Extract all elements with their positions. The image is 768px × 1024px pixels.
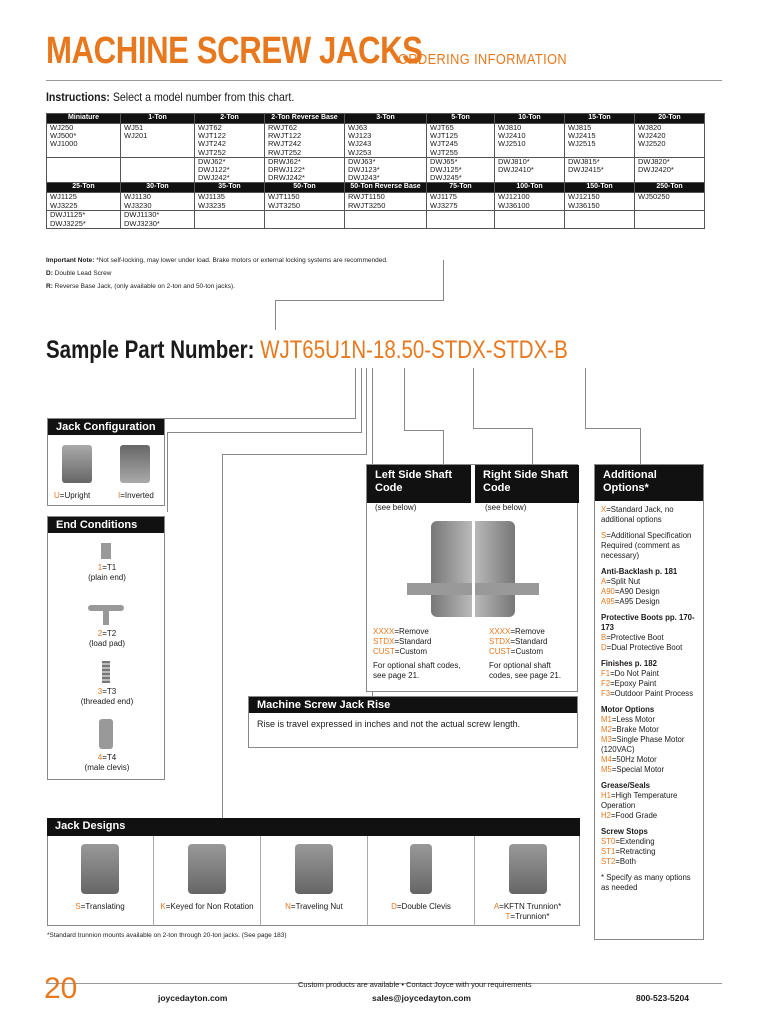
design-keyed: K=Keyed for Non Rotation (154, 836, 261, 926)
end-conditions-panel (47, 516, 165, 780)
table-header-cell: 1-Ton (121, 114, 195, 124)
instructions (46, 90, 294, 104)
inverted-option: I=Inverted (118, 491, 154, 500)
connector-line (404, 430, 444, 431)
table-row (47, 124, 705, 158)
table-row (47, 114, 705, 124)
model-table (46, 113, 705, 229)
page-number: 20 (44, 972, 78, 1005)
motor-heading: Motor Options (601, 705, 655, 714)
table-cell: DWJ63* DWJ123* DWJ243* (345, 157, 427, 183)
table-cell: RWJT1150 RWJT3250 (345, 193, 427, 211)
table-header-cell: 75-Ton (427, 183, 495, 193)
options-footnote: * Specify as many options as needed (601, 873, 691, 892)
table-cell (195, 211, 265, 229)
d-note-label: D: (46, 270, 53, 277)
important-note-text: *Not self-locking, may lower under load. Brake motors or external locking systems are recommended. (96, 257, 388, 264)
additional-options-panel (594, 464, 704, 940)
table-header-cell: Miniature (47, 114, 121, 124)
grease-heading: Grease/Seals (601, 781, 650, 790)
load-pad-stem-icon (103, 611, 109, 625)
title-divider (46, 80, 722, 81)
rise-panel (248, 696, 578, 748)
option-st0: ST0=Extending (601, 837, 655, 846)
connector-line (366, 368, 367, 454)
translating-jack-icon (81, 844, 119, 894)
connector-line (361, 368, 362, 432)
end-condition-t1: 1=T1 (plain end) (88, 563, 126, 582)
double-clevis-jack-icon (410, 844, 432, 894)
connector-line (404, 368, 405, 430)
traveling-nut-jack-icon (295, 844, 333, 894)
page-subtitle: ORDERING INFORMATION (398, 51, 568, 68)
upright-option: U=Upright (54, 491, 91, 500)
table-header-cell: 30-Ton (121, 183, 195, 193)
additional-options-title: Additional Options* (595, 465, 703, 501)
option-m1: M1=Less Motor (601, 715, 655, 724)
connector-line (585, 428, 640, 429)
sample-label: Sample Part Number: (46, 336, 255, 364)
table-cell: WJ250 WJ500* WJ1000 (47, 124, 121, 158)
connector-line (473, 428, 533, 429)
table-cell: DWJ810* DWJ2410* (495, 157, 565, 183)
table-cell: WJ12100 WJ36100 (495, 193, 565, 211)
rise-text: Rise is travel expressed in inches and not the actual screw length. (257, 719, 521, 729)
left-shaft-see-below: (see below) (375, 503, 417, 512)
table-row (47, 211, 705, 229)
shaft-panel-divider (472, 505, 475, 685)
option-m5: M5=Special Motor (601, 765, 665, 774)
table-cell: WJT1150 WJT3250 (265, 193, 345, 211)
jack-designs-footnote: *Standard trunnion mounts available on 2-ton through 20-ton jacks. (See page 183) (47, 932, 287, 939)
option-h2: H2=Food Grade (601, 811, 658, 820)
table-cell: WJ63 WJ123 WJ243 WJ253 (345, 124, 427, 158)
anti-backlash-heading: Anti-Backlash p. 181 (601, 567, 678, 576)
table-cell (121, 157, 195, 183)
table-cell: WJ51 WJ201 (121, 124, 195, 158)
instructions-text: Select a model number from this chart. (112, 90, 295, 104)
right-shaft-title: Right Side Shaft Code (475, 465, 579, 503)
table-cell: WJ820 WJ2420 WJ2520 (635, 124, 705, 158)
table-header-cell: 150-Ton (565, 183, 635, 193)
table-cell (265, 211, 345, 229)
r-note-label: R: (46, 283, 53, 290)
table-header-cell: 25-Ton (47, 183, 121, 193)
table-cell: DWJ820* DWJ2420* (635, 157, 705, 183)
page-title: MACHINE SCREW JACKS (46, 30, 423, 72)
connector-line (473, 368, 474, 428)
connector-line (532, 428, 533, 464)
table-cell: DRWJ62* DRWJ122* DRWJ242* (265, 157, 345, 183)
option-f3: F3=Outdoor Paint Process (601, 689, 694, 698)
connector-line (640, 428, 641, 464)
connector-line (167, 432, 362, 433)
table-cell: DWJ62* DWJ122* DWJ242* (195, 157, 265, 183)
table-header-cell: 2-Ton Reverse Base (265, 114, 345, 124)
sample-part-number (46, 336, 568, 365)
table-row (47, 183, 705, 193)
d-note-text: Double Lead Screw (54, 270, 112, 277)
table-header-cell: 20-Ton (635, 114, 705, 124)
table-cell: WJ50250 (635, 193, 705, 211)
table-cell: WJ810 WJ2410 WJ2510 (495, 124, 565, 158)
table-header-cell: 2-Ton (195, 114, 265, 124)
left-shaft-title: Left Side Shaft Code (367, 465, 471, 503)
table-header-cell: 100-Ton (495, 183, 565, 193)
table-cell: RWJT62 RWJT122 RWJT242 RWJT252 (265, 124, 345, 158)
table-cell: WJT65 WJT125 WJT245 WJT255 (427, 124, 495, 158)
important-note-label: Important Note: (46, 257, 95, 264)
connector-line (443, 430, 444, 464)
plain-end-icon (101, 543, 111, 559)
table-cell (47, 157, 121, 183)
inverted-jack-icon (120, 445, 150, 483)
r-note-text: Reverse Base Jack, (only available on 2-ton and 50-ton jacks). (54, 283, 235, 290)
table-cell (495, 211, 565, 229)
jack-configuration-panel (47, 418, 165, 506)
table-header-cell: 3-Ton (345, 114, 427, 124)
option-st2: ST2=Both (601, 857, 636, 866)
option-b: B=Protective Boot (601, 633, 664, 642)
connector-line (222, 454, 223, 818)
end-condition-t4: 4=T4 (male clevis) (84, 753, 130, 772)
design-translating: S=Translating (47, 836, 154, 926)
option-a95: A95=A95 Design (601, 597, 660, 606)
upright-jack-icon (62, 445, 92, 483)
table-cell (565, 211, 635, 229)
footer-custom-text: Custom products are available • Contact Joyce with your requirements (298, 980, 532, 989)
connector-line (443, 260, 444, 300)
table-row (47, 157, 705, 183)
threaded-end-icon (102, 661, 110, 683)
connector-line (167, 432, 168, 512)
option-h1: H1=High Temperature Operation (601, 791, 678, 810)
stops-heading: Screw Stops (601, 827, 648, 836)
table-header-cell: 10-Ton (495, 114, 565, 124)
table-header-cell: 35-Ton (195, 183, 265, 193)
shaft-code-panel (366, 464, 578, 692)
option-m4: M4=50Hz Motor (601, 755, 657, 764)
option-a: A=Split Nut (601, 577, 641, 586)
right-shaft-codes: XXXX=Remove STDX=Standard CUST=Custom For optional shaft codes, see page 21. (489, 627, 575, 681)
table-cell: WJ1175 WJ3275 (427, 193, 495, 211)
jack-configuration-title: Jack Configuration (48, 419, 164, 435)
option-m3: M3=Single Phase Motor (120VAC) (601, 735, 685, 754)
left-shaft-note: For optional shaft codes, see page 21. (373, 661, 461, 680)
table-cell (427, 211, 495, 229)
connector-line (275, 300, 444, 301)
design-trunnion: A=KFTN Trunnion* T=Trunnion* (475, 836, 580, 926)
male-clevis-icon (99, 719, 113, 749)
table-cell: DWJ815* DWJ2415* (565, 157, 635, 183)
end-conditions-title: End Conditions (48, 517, 164, 533)
table-cell (635, 211, 705, 229)
left-shaft-codes: XXXX=Remove STDX=Standard CUST=Custom For optional shaft codes, see page 21. (373, 627, 469, 681)
footer-website[interactable]: joycedayton.com (158, 993, 228, 1003)
connector-line (275, 300, 276, 330)
table-header-cell: 15-Ton (565, 114, 635, 124)
option-f2: F2=Epoxy Paint (601, 679, 657, 688)
table-cell: WJ12150 WJ36150 (565, 193, 635, 211)
table-cell: WJ815 WJ2415 WJ2515 (565, 124, 635, 158)
table-cell: WJT62 WJT122 WJT242 WJT252 (195, 124, 265, 158)
end-condition-t3: 3=T3 (threaded end) (80, 687, 134, 706)
rise-title: Machine Screw Jack Rise (249, 697, 577, 713)
option-d: D=Dual Protective Boot (601, 643, 683, 652)
trunnion-jack-icon (509, 844, 547, 894)
option-x: X=Standard Jack, no additional options (601, 505, 674, 524)
table-cell (345, 211, 427, 229)
table-cell: DWJ1125* DWJ3225* (47, 211, 121, 229)
option-f1: F1=Do Not Paint (601, 669, 659, 678)
table-cell: DWJ1130* DWJ3230* (121, 211, 195, 229)
instructions-label: Instructions: (46, 90, 110, 104)
right-shaft-see-below: (see below) (485, 503, 527, 512)
table-header-cell: 50-Ton (265, 183, 345, 193)
jack-designs-title: Jack Designs (47, 818, 580, 836)
table-notes (46, 254, 388, 293)
option-a90: A90=A90 Design (601, 587, 660, 596)
connector-line (585, 368, 586, 428)
table-cell: WJ1135 WJ3235 (195, 193, 265, 211)
connector-line (165, 418, 356, 419)
design-double-clevis: D=Double Clevis (368, 836, 475, 926)
connector-line (355, 368, 356, 418)
table-header-cell: 5-Ton (427, 114, 495, 124)
end-condition-t2: 2=T2 (load pad) (88, 629, 126, 648)
boots-heading: Protective Boots pp. 170-173 (601, 613, 695, 632)
connector-line (222, 454, 367, 455)
table-cell: WJ1130 WJ3230 (121, 193, 195, 211)
keyed-jack-icon (188, 844, 226, 894)
option-s: S=Additional Specification Required (comment as necessary) (601, 531, 692, 560)
table-cell: WJ1125 WJ3225 (47, 193, 121, 211)
table-header-cell: 250-Ton (635, 183, 705, 193)
option-m2: M2=Brake Motor (601, 725, 659, 734)
option-st1: ST1=Retracting (601, 847, 656, 856)
design-traveling-nut: N=Traveling Nut (261, 836, 368, 926)
table-row (47, 193, 705, 211)
footer-email[interactable]: sales@joycedayton.com (372, 993, 471, 1003)
footer-phone: 800-523-5204 (636, 993, 689, 1003)
finishes-heading: Finishes p. 182 (601, 659, 657, 668)
part-number: WJT65U1N-18.50-STDX-STDX-B (260, 336, 568, 364)
right-shaft-note: For optional shaft codes, see page 21. (489, 661, 562, 680)
table-header-cell: 50-Ton Reverse Base (345, 183, 427, 193)
table-cell: DWJ65* DWJ125* DWJ245* (427, 157, 495, 183)
